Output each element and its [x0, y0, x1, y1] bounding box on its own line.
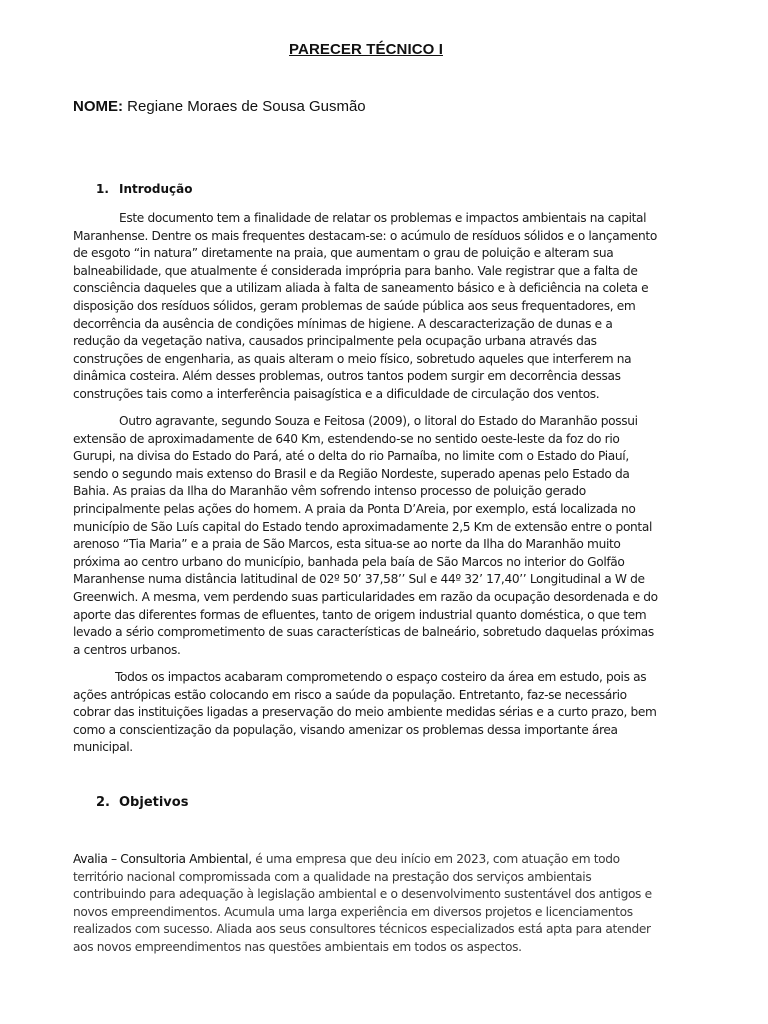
- company-name: Avalia – Consultoria Ambiental,: [73, 852, 252, 866]
- name-label: NOME:: [73, 98, 123, 115]
- section-heading-introducao: [96, 182, 193, 196]
- paragraph-objetivos: [73, 851, 661, 957]
- paragraph-introducao-3: Todos os impactos acabaram comprometendo o espaço costeiro da área em estudo, pois as ações antrópicas estão colocando em risco a saúde da população. Entretanto, faz-se necessário cobrar das instituições ligadas a preservação do meio ambiente medidas sérias e a curto prazo, bem como a conscientização da população, visando amenizar os problemas dessa importante área municipal.: [73, 670, 657, 755]
- section-title: Introdução: [119, 182, 193, 196]
- section-heading-objetivos: [96, 795, 188, 810]
- section-number: 2.: [96, 795, 110, 810]
- paragraph-introducao-1: Este documento tem a finalidade de relatar os problemas e impactos ambientais na capital Maranhense. Dentre os mais frequentes destacam-se: o acúmulo de resíduos sólidos e o lançamento de esgoto “in natura” diretamente na praia, que aumentam o grau de poluição e alteram sua balneabilidade, que atualmente é considerada imprópria para banho. Vale registrar que a falta de consciência daqueles que a utilizam aliada à falta de saneamento básico e à deficiência na coleta e disposição dos resíduos sólidos, geram problemas de saúde pública aos seus frequentadores, em decorrência da ausência de condições mínimas de higiene. A descaracterização de dunas e a redução da vegetação nativa, causados principalmente pela ocupação urbana através das construções de engenharia, as quais alteram o meio físico, sobretudo aqueles que interferem na dinâmica costeira. Além desses problemas, outros tantos podem surgir em decorrência dessas construções tais como a interferência paisagística e a dificuldade de circulação dos ventos.: [73, 211, 657, 401]
- document-title: PARECER TÉCNICO I: [289, 41, 443, 58]
- section-title: Objetivos: [119, 795, 189, 810]
- paragraph-introducao-2: Outro agravante, segundo Souza e Feitosa (2009), o litoral do Estado do Maranhão possui extensão de aproximadamente de 640 Km, estendendo-se no sentido oeste-leste da foz do rio Gurupi, na divisa do Estado do Pará, até o delta do rio Parnaíba, no limite com o Estado do Piauí, sendo o segundo mais extenso do Brasil e da Região Nordeste, superado apenas pelo Estado da Bahia. As praias da Ilha do Maranhão vêm sofrendo intenso processo de poluição gerado principalmente pelas ações do homem. A praia da Ponta D’Areia, por exemplo, está localizada no município de São Luís capital do Estado tendo aproximadamente 2,5 Km de extensão entre o pontal arenoso “Tia Maria” e a praia de São Marcos, esta situa-se ao norte da Ilha do Maranhão muito próxima ao centro urbano do município, banhada pela baía de São Marcos no interior do Golfão Maranhense numa distância latitudinal de 02º 50’ 37,58’’ Sul e 44º 32’ 17,40’’ Longitudinal a W de Greenwich. A mesma, vem perdendo suas particularidades em razão da ocupação desordenada e do aporte das diferentes formas de efluentes, tanto de origem industrial quanto doméstica, o que tem levado a sério comprometimento de suas características de balneário, sobretudo daquelas próximas a centros urbanos.: [73, 414, 658, 657]
- name-value: Regiane Moraes de Sousa Gusmão: [127, 98, 366, 115]
- paragraph-objetivos-text: é uma empresa que deu início em 2023, com atuação em todo território nacional compromissada com a qualidade na prestação dos serviços ambientais contribuindo para adequação à legislação ambiental e o desenvolvimento sustentável dos antigos e novos empreendimentos. Acumula uma larga experiência em diversos projetos e licenciamentos realizados com sucesso. Aliada aos seus consultores técnicos especializados está apta para atender aos novos empreendimentos nas questões ambientais em todos os aspectos.: [73, 852, 652, 954]
- author-name-line: [73, 98, 366, 115]
- section-number: 1.: [96, 182, 109, 196]
